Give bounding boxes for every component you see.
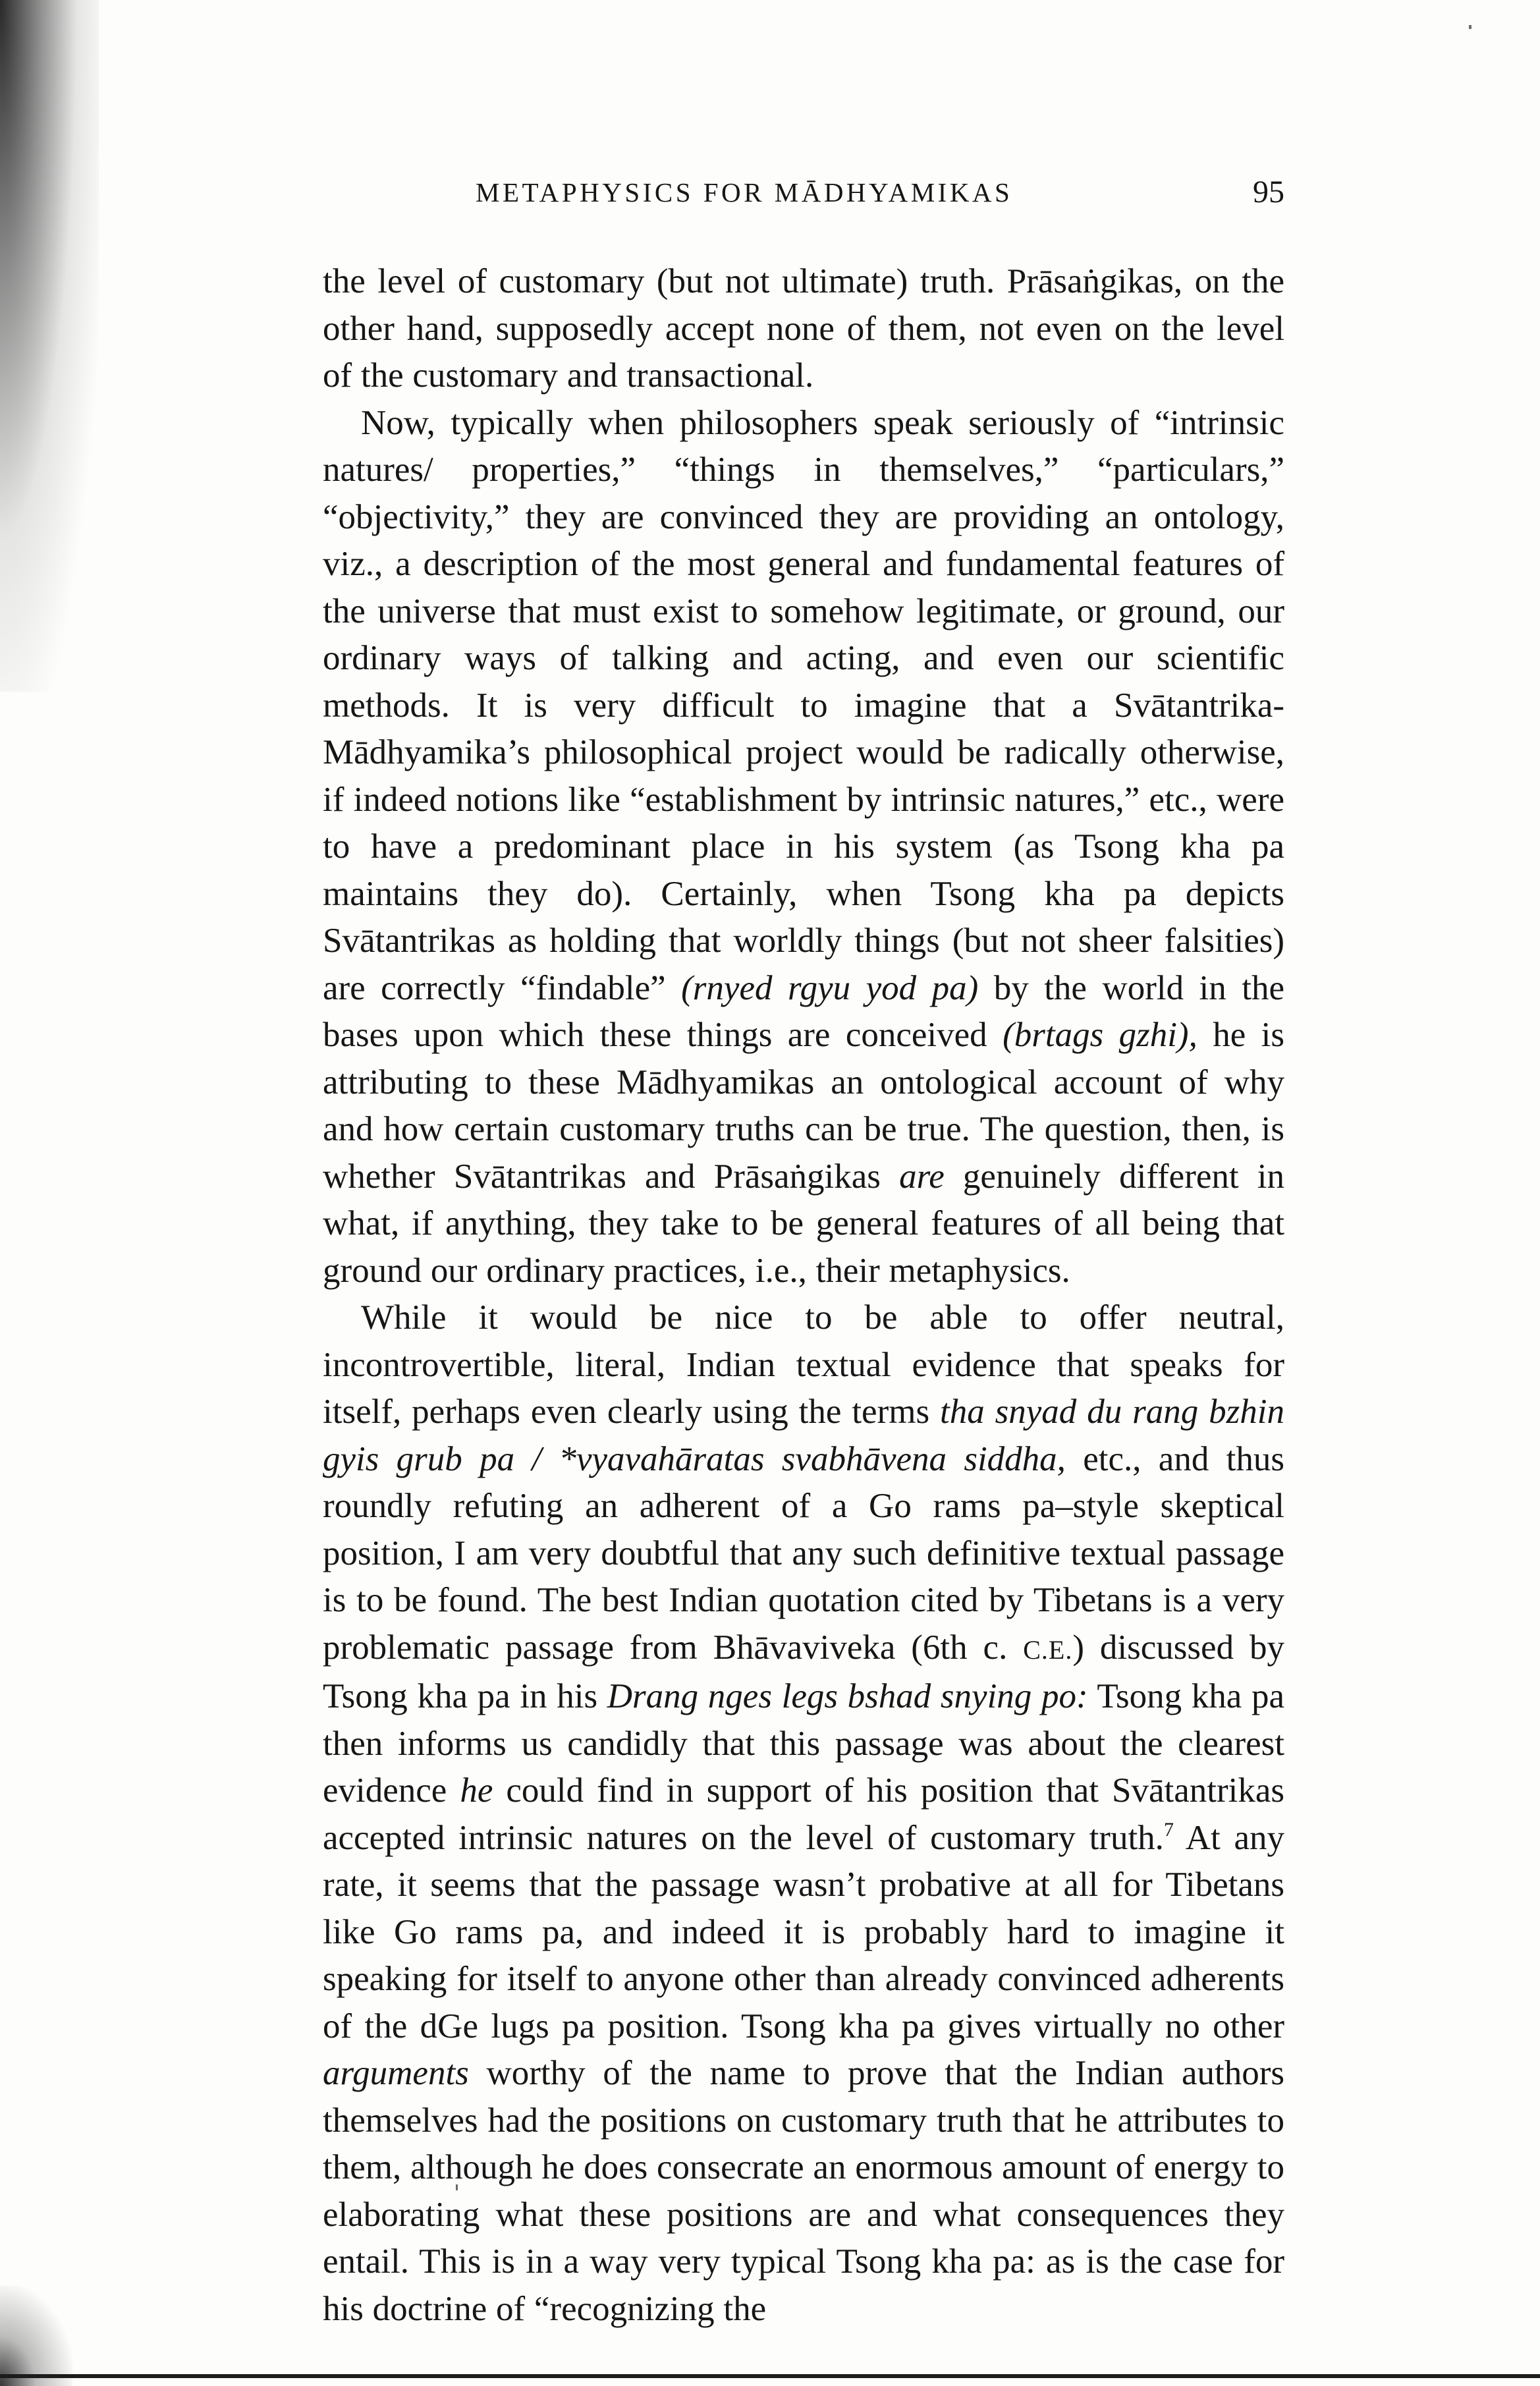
text-run: Now, typically when philosophers speak seriously of “intrinsic natures/ properties,” “things in themselves,” “particulars,” “objectivity,” they are convinced they are providing an ontology, viz., a description of the most general and fundamental features of the universe that must exist to somehow legitimate, or ground, our ordinary ways of talking and acting, and even our scientific methods. It is very difficult to imagine that a Svātantrika-Mādhyamika’s philosophical project would be radically otherwise, if indeed notions like “establishment by intrinsic natures,” etc., were to have a predominant place in his system (as Tsong kha pa maintains they do). Certainly, when Tsong kha pa depicts Svātantrikas as holding that worldly things (but not sheer falsities) are correctly “findable”	[323, 403, 1284, 1007]
text-run: he is attributing to these Mādhyamikas an ontological account of why and how certain customary truths can be true. The question, then, is whether Svātantrikas and Prāsaṅgikas	[323, 1016, 1284, 1196]
text-run: genuinely different in what, if anything, they take to be general features of all being that ground our ordinary practices, i.e., their metaphysics.	[323, 1157, 1284, 1290]
paragraph	[323, 258, 1284, 400]
text-run: While it would be nice to be able to offer neutral, incontrovertible, literal, Indian textual evidence that speaks for itself, perhaps even clearly using the terms	[323, 1298, 1284, 1431]
paragraph	[323, 400, 1284, 1295]
scan-corner-shadow	[0, 2286, 72, 2386]
small-caps-text: C.E.	[1023, 1634, 1073, 1665]
scan-edge-shadow	[0, 0, 99, 692]
italic-text: tha snyad du rang bzhin gyis grub pa / *vyavahāratas svabhāvena siddha,	[323, 1393, 1284, 1478]
scan-speck	[1469, 25, 1471, 29]
italic-text: he	[460, 1771, 493, 1810]
running-head: METAPHYSICS FOR MĀDHYAMIKAS	[476, 177, 1013, 208]
italic-text: Drang nges legs bshad snying po:	[607, 1677, 1088, 1715]
italic-text: (brtags gzhi),	[1003, 1016, 1197, 1054]
page-header	[323, 173, 1284, 212]
footnote-marker: 7	[1163, 1818, 1174, 1841]
italic-text: arguments	[323, 2054, 469, 2092]
italic-text: (rnyed rgyu yod pa)	[681, 968, 979, 1007]
text-run: Tsong kha pa then informs us candidly that this passage was about the clearest evidence	[323, 1677, 1284, 1810]
text-run: the level of customary (but not ultimate) truth. Prāsaṅgikas, on the other hand, supposedly accept none of them, not even on the level of the customary and transactional.	[323, 262, 1284, 395]
paragraph	[323, 1294, 1284, 2333]
text-run: by the world in the bases upon which these things are conceived	[323, 968, 1284, 1054]
text-run: etc., and thus roundly refuting an adherent of a Go rams pa–style skeptical position, I am very doubtful that any such definitive textual passage is to be found. The best Indian quotation cited by Tibetans is a very problematic passage from Bhāvaviveka (6th c.	[323, 1439, 1284, 1667]
bottom-scan-border	[0, 2374, 1540, 2378]
text-run: At any rate, it seems that the passage wasn’t probative at all for Tibetans like Go rams pa, and indeed it is probably hard to imagine it speaking for itself to anyone other than already convinced adherents of the dGe lugs pa position. Tsong kha pa gives virtually no other	[323, 1818, 1284, 2045]
body-text	[323, 258, 1284, 2333]
page-number: 95	[1253, 175, 1284, 209]
italic-text: are	[899, 1157, 945, 1196]
text-run: ) discussed by Tsong kha pa in his	[323, 1628, 1284, 1715]
text-run: worthy of the name to prove that the Indian authors themselves had the positions on customary truth that he attributes to them, although he does consecrate an enormous amount of energy to elaborating what these positions are and what consequences they entail. This is in a way very typical Tsong kha pa: as is the case for his doctrine of “recognizing the	[323, 2054, 1284, 2328]
text-run: could find in support of his position that Svātantrikas accepted intrinsic natures on the level of customary truth.	[323, 1771, 1284, 1857]
